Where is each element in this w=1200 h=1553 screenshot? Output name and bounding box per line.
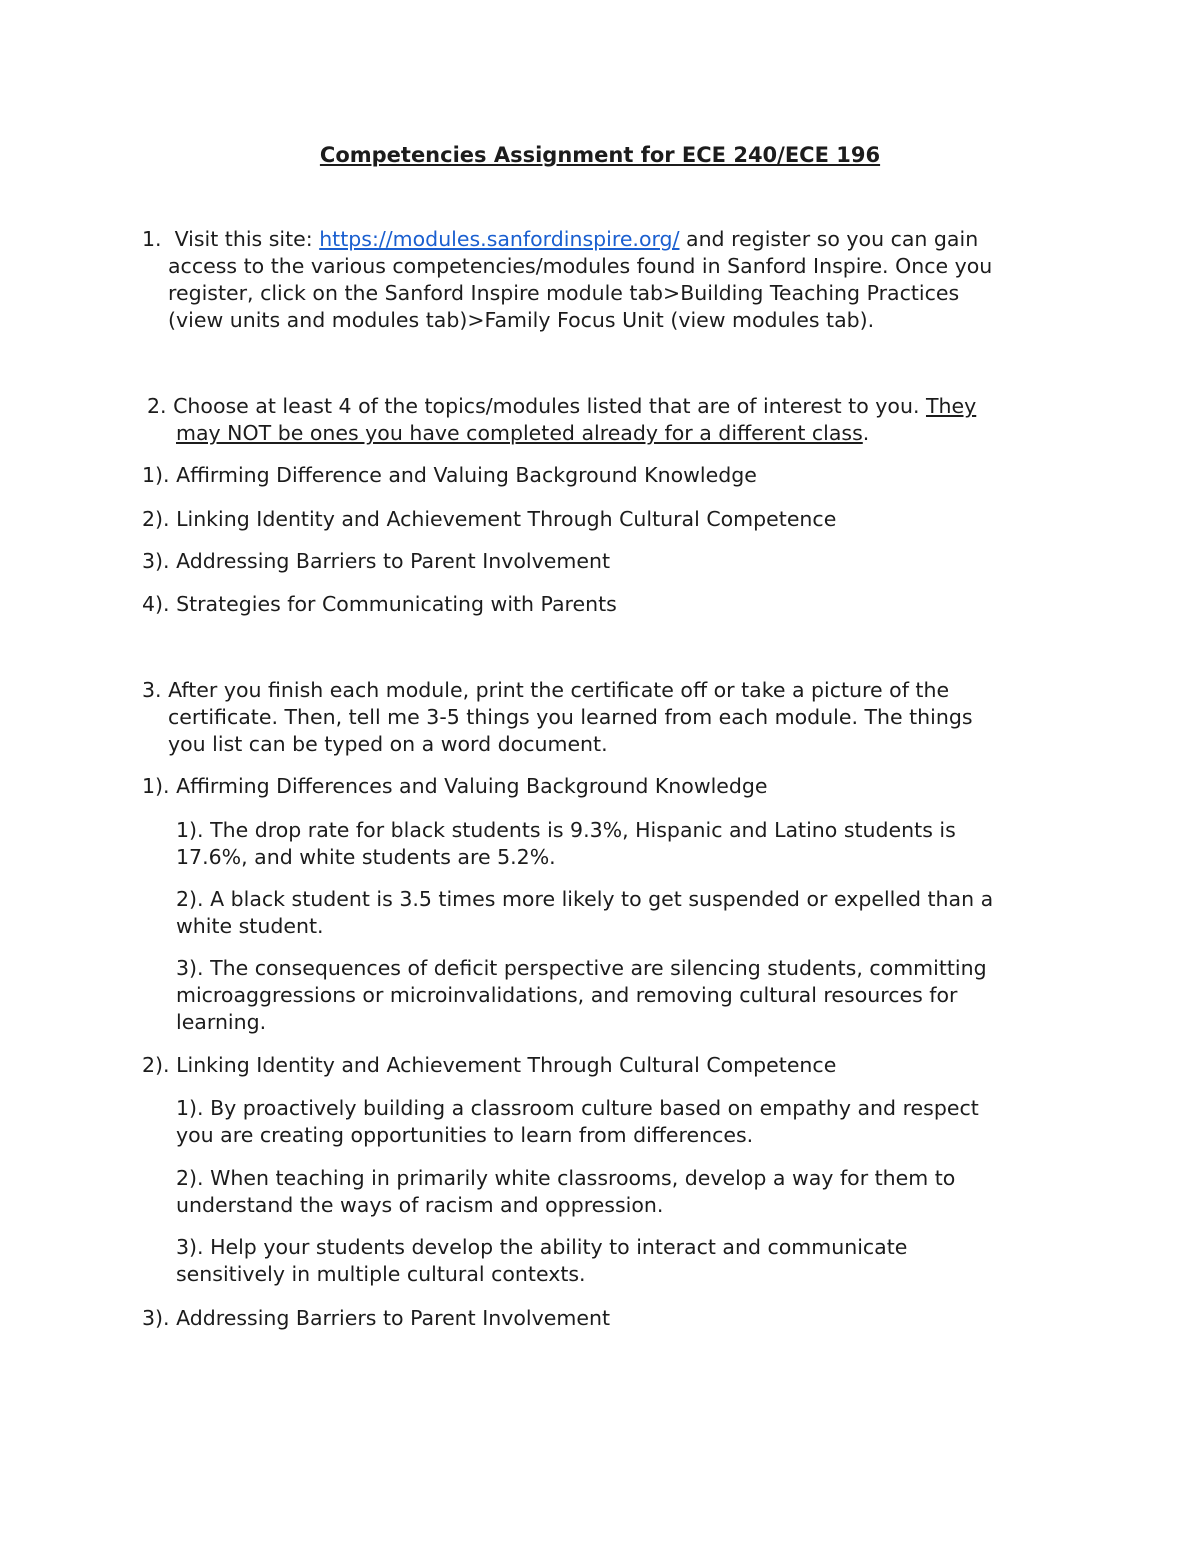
step-2-continuation: may NOT be ones you have completed already for a different class. — [176, 421, 870, 445]
step-3-continuation: certificate. Then, tell me 3-5 things you learned from each module. The things you list can be typed on a word document. — [168, 705, 973, 756]
module-heading: 3). Addressing Barriers to Parent Involvement — [142, 1306, 610, 1330]
step-1-number: 1. — [142, 227, 162, 251]
step-3: 3. After you finish each module, print the certificate off or take a picture of the — [142, 678, 950, 702]
step-1-line-1: 1. Visit this site: https://modules.sanfordinspire.org/ and register so you can gain — [142, 227, 979, 251]
step-2-line-1: 2. Choose at least 4 of the topics/modules listed that are of interest to you. They — [147, 394, 977, 418]
sanford-inspire-link[interactable]: https://modules.sanfordinspire.org/ — [319, 227, 680, 251]
module-list-item: 4). Strategies for Communicating with Parents — [142, 592, 617, 616]
learning-item: 2). When teaching in primarily white classrooms, develop a way for them to understand the ways of racism and oppression. — [176, 1166, 956, 1217]
step-1 — [142, 226, 978, 253]
module-heading: 2). Linking Identity and Achievement Through Cultural Competence — [142, 1053, 837, 1077]
learning-item: 1). The drop rate for black students is 9.3%, Hispanic and Latino students is 17.6%, and white students are 5.2%. — [176, 818, 956, 869]
module-heading: 1). Affirming Differences and Valuing Background Knowledge — [142, 774, 768, 798]
learning-item: 1). By proactively building a classroom culture based on empathy and respect you are creating opportunities to learn from differences. — [176, 1096, 979, 1147]
step-2 — [147, 393, 976, 420]
module-list-item: 1). Affirming Difference and Valuing Background Knowledge — [142, 463, 757, 487]
module-list-item: 3). Addressing Barriers to Parent Involvement — [142, 549, 610, 573]
page-title: Competencies Assignment for ECE 240/ECE 196 — [319, 143, 881, 167]
step-2-number: 2. — [147, 394, 167, 418]
learning-item: 3). The consequences of deficit perspective are silencing students, committing microaggressions or microinvalidations, and removing cultural resources for learning. — [176, 956, 987, 1034]
module-list-item: 2). Linking Identity and Achievement Through Cultural Competence — [142, 507, 837, 531]
learning-item: 3). Help your students develop the ability to interact and communicate sensitively in multiple cultural contexts. — [176, 1235, 908, 1286]
step-1-continuation: access to the various competencies/modules found in Sanford Inspire. Once you register, click on the Sanford Inspire module tab>Building Teaching Practices (view units and modules tab)>Family Focus Unit (view modules tab). — [168, 254, 993, 332]
learning-item: 2). A black student is 3.5 times more likely to get suspended or expelled than a white student. — [176, 887, 994, 938]
step-3-number: 3. — [142, 678, 162, 702]
